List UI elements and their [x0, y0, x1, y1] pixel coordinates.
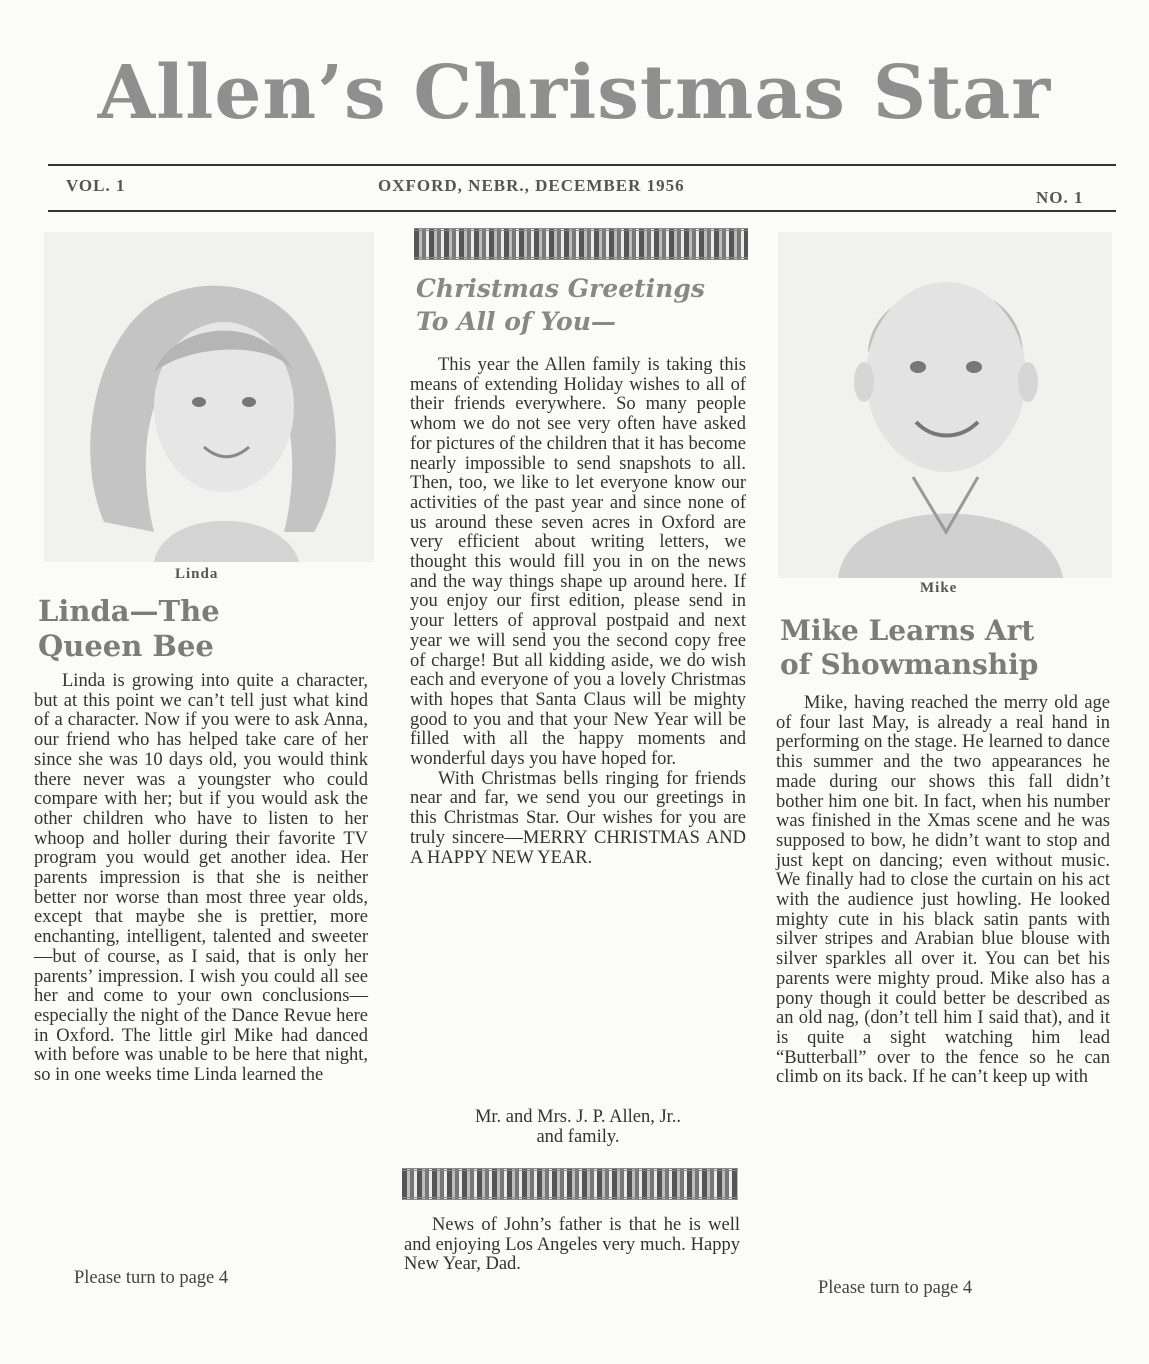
- dateline: OXFORD, NEBR., DECEMBER 1956: [378, 176, 685, 195]
- linda-headline-line-2: Queen Bee: [38, 628, 214, 663]
- linda-caption: Linda: [175, 566, 219, 582]
- top-rule: [48, 164, 1116, 166]
- greeting-article: [410, 356, 746, 868]
- signature: [410, 1108, 746, 1147]
- greeting-paragraph-1: This year the Allen family is taking this means of extending Holiday wishes to all of their friends everywhere. So many people whom we do not see very often have asked for pictures of the children that it has become nearly impossible to send snapshots to all. Then, too, we like to let everyone know our activities of the past year and since none of us around these seven acres in Oxford are very efficient about writing letters, we thought this would fill you in on the news and the way things shape up around here. If you enjoy our first edition, please send in your letters of approval postpaid and next year we will send you the second copy free of charge! But all kidding aside, we do wish each and everyone of you a lovely Christmas with hopes that Santa Claus will be mighty good to you and that your New Year will be filled with all the happy moments and wonderful days you have hoped for.: [410, 355, 746, 770]
- linda-continued: Please turn to page 4: [74, 1268, 229, 1288]
- news-article-text: News of John’s father is that he is well and enjoying Los Angeles very much. Happy New Year, Dad.: [404, 1215, 740, 1275]
- linda-headline: [38, 594, 368, 664]
- linda-article: [34, 672, 368, 1086]
- mike-article: [776, 694, 1110, 1088]
- mike-photo: [778, 232, 1112, 578]
- issue-number: NO. 1: [1036, 188, 1084, 207]
- mike-article-text: Mike, having reached the merry old age of four last May, is already a real hand in performing on the stage. He learned to dance this summer and the two appearances he made during our shows this fall didn’t bother him one bit. In fact, when his number was finished in the Xmas scene and he was supposed to bow, he didn’t want to stop and just kept on dancing; even without music. We finally had to close the curtain on his act with the audience just howling. He looked mighty cute in his black satin pants with silver stripes and Arabian blue blouse with silver sparkles all over it. You can bet his parents were mighty proud. Mike also has a pony though it could better be described as an old nag, (don’t tell him I said that), and it is quite a sight watching him lead “Butterball” over to the fence so he can climb on its back. If he can’t keep up with: [776, 693, 1110, 1088]
- mike-caption: Mike: [920, 580, 958, 596]
- mike-headline: [780, 614, 1120, 681]
- greeting-paragraph-2: With Christmas bells ringing for friends near and far, we send you our greetings in this Christmas Star. Our wishes for you are truly sincere—MERRY CHRISTMAS AND A HAPPY NEW YEAR.: [410, 768, 746, 868]
- holly-ornament-top: [414, 228, 748, 260]
- greeting-heading-line-2: To All of You—: [416, 307, 616, 336]
- greeting-heading: [416, 272, 756, 338]
- volume-label: VOL. 1: [66, 176, 126, 195]
- holly-ornament-bottom: [402, 1168, 738, 1200]
- mike-headline-line-2: of Showmanship: [780, 647, 1039, 681]
- linda-headline-line-1: Linda—The: [38, 594, 220, 628]
- signature-line-1: Mr. and Mrs. J. P. Allen, Jr..: [474, 1107, 682, 1127]
- newspaper-title: Allen’s Christmas Star: [97, 50, 1052, 136]
- mike-continued: Please turn to page 4: [818, 1278, 973, 1298]
- signature-line-2: and family.: [536, 1126, 620, 1147]
- linda-article-text: Linda is growing into quite a character, but at this point we can’t tell just what kind of a character. Now if you were to ask Anna, our friend who has helped take care of her since she was 10 days old, you would think there never was a youngster who could compare with her; but if you would ask the other children who have to listen to her whoop and holler during their favorite TV program you would get another idea. Her parents impression is that she is neither better nor worse than most three year olds, except that maybe she is prettier, more enchanting, intelligent, talented and sweeter —but of course, as I said, that is only her parents’ impression. I wish you could all see her and come to your own conclusions—especially the night of the Dance Revue here in Oxford. The little girl Mike had danced with before was unable to be here that night, so in one weeks time Linda learned the: [34, 671, 368, 1086]
- bottom-rule: [48, 210, 1116, 212]
- linda-photo: [44, 232, 374, 562]
- news-article: [404, 1216, 740, 1275]
- greeting-heading-line-1: Christmas Greetings: [416, 274, 705, 303]
- mike-headline-line-1: Mike Learns Art: [780, 614, 1035, 647]
